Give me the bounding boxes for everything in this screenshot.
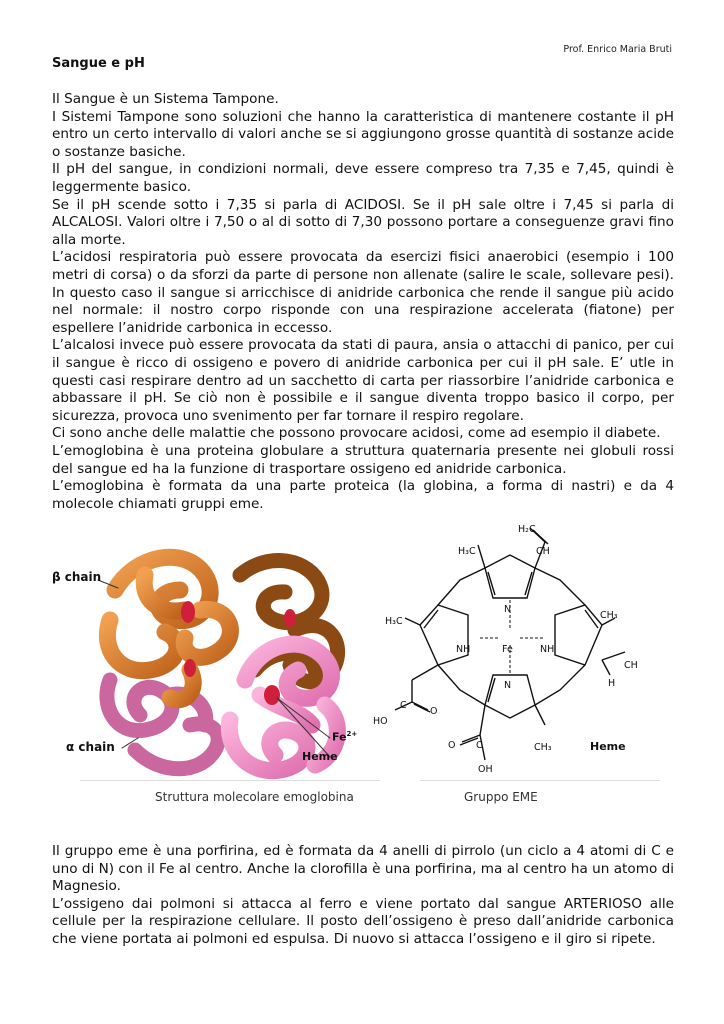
hemoglobin-structure bbox=[98, 557, 338, 770]
o-bottom-label: O bbox=[448, 740, 456, 751]
heme-group-caption: Gruppo EME bbox=[464, 790, 538, 804]
paragraph: L’emoglobina è formata da una parte proteica (la globina, a forma di nastri) e da 4 molecole chiamati gruppi eme. bbox=[52, 478, 674, 512]
beta-chain-label: β chain bbox=[52, 570, 102, 584]
hemoglobin-section bbox=[52, 443, 674, 513]
n-top-label: N bbox=[504, 604, 512, 615]
paragraph: L’acidosi respiratoria può essere provocata da esercizi fisici anaerobici (esempio i 100 metri di corsa) o da sforzi da parte di persone non allenate (salire le scale, sollevare pesi). In questo caso il sangue si arricchisce di anidride carbonica che rende il sangue più acido nel normale: il nostro corpo risponde con una respirazione accelerata (fiatone) per espellere l’anidride carbonica in eccesso. bbox=[52, 249, 674, 336]
paragraph: L’alcalosi invece può essere provocata da stati di paura, ansia o attacchi di panico, per cui il sangue è ricco di ossigeno e povero di anidride carbonica per cui il pH sale. E’ utle in questi casi respirare dentro ad un sacchetto di carta per riassorbire l’anidride carbonica e abbassare il pH. Se ciò non è possibile e il sangue diventa troppo basico il corpo, per sicurezza, provoca uno svenimento per far tornare il respiro regolare. bbox=[52, 337, 674, 424]
nh-right-label: NH bbox=[540, 644, 555, 655]
intro-section bbox=[52, 91, 674, 443]
fe-center-label: Fe bbox=[502, 644, 513, 655]
alpha-chain-back bbox=[107, 680, 218, 769]
n-bottom-label: N bbox=[504, 680, 512, 691]
ho-label: HO bbox=[373, 716, 388, 727]
h3c-upper-label: H₃C bbox=[458, 546, 476, 557]
c-left-label: C bbox=[400, 700, 407, 711]
page-title: Sangue e pH bbox=[52, 56, 145, 71]
c-bottom-label: C bbox=[476, 740, 483, 751]
ch3-right-label: CH₃ bbox=[600, 610, 618, 621]
ch-top-label: CH bbox=[536, 546, 550, 557]
caption-divider-right bbox=[420, 780, 660, 781]
heme-section bbox=[52, 843, 674, 949]
paragraph: Se il pH scende sotto i 7,35 si parla di ACIDOSI. Se il pH sale oltre i 7,45 si parla di ALCALOSI. Valori oltre i 7,50 o al di sotto di 7,30 possono portare a conseguenze gravi fino alla morte. bbox=[52, 196, 674, 248]
alpha-chain-label: α chain bbox=[66, 740, 115, 754]
oh-label: OH bbox=[478, 764, 493, 775]
h2c-label: H₂C bbox=[518, 524, 536, 535]
paragraph: Ci sono anche delle malattie che possono provocare acidosi, come ad esempio il diabete. bbox=[52, 425, 661, 442]
nh-left-label: NH bbox=[456, 644, 471, 655]
author-name: Prof. Enrico Maria Bruti bbox=[563, 44, 672, 55]
paragraph: Il pH del sangue, in condizioni normali, deve essere compreso tra 7,35 e 7,45, quindi è leggermente basico. bbox=[52, 161, 674, 195]
hemoglobin-figure bbox=[40, 520, 680, 820]
o-left-label: O bbox=[430, 706, 438, 717]
figure-drawing bbox=[40, 520, 680, 820]
paragraph: L’ossigeno dai polmoni si attacca al ferro e viene portato dal sangue ARTERIOSO alle cellule per la respirazione cellulare. Il posto dell’ossigeno è preso dall’anidride carbonica che viene portata ai polmoni ed espulsa. Di nuovo si attacca l’ossigeno e il giro si ripete. bbox=[52, 895, 674, 947]
paragraph: Il Sangue è un Sistema Tampone. bbox=[52, 91, 279, 107]
hemoglobin-caption: Struttura molecolare emoglobina bbox=[155, 790, 354, 804]
h3c-left-label: H₃C bbox=[385, 616, 403, 627]
heme-group-label: Heme bbox=[590, 740, 626, 753]
paragraph: I Sistemi Tampone sono soluzioni che hanno la caratteristica di mantenere costante il pH entro un certo intervallo di valori anche se si aggiungono grosse quantità di sostanze acide o sostanze basiche. bbox=[52, 108, 675, 160]
beta-chain-front bbox=[107, 557, 230, 700]
h-right-label: H bbox=[608, 678, 616, 689]
iron-label: $Fe^{2+}$ bbox=[332, 730, 358, 744]
heme-label: Heme bbox=[302, 750, 338, 763]
ch-right-label: CH bbox=[624, 660, 638, 671]
paragraph: Il gruppo eme è una porfirina, ed è formata da 4 anelli di pirrolo (un ciclo a 4 atomi di C e uno di N) con il Fe al centro. Anche la clorofilla è una porfirina, ma al centro ha un atomo di Magnesio. bbox=[52, 843, 674, 895]
ch3-bottom-label: CH₃ bbox=[534, 742, 552, 753]
paragraph: L’emoglobina è una proteina globulare a struttura quaternaria presente nei globuli rossi del sangue ed ha la funzione di trasportare ossigeno ed anidride carbonica. bbox=[52, 443, 674, 477]
caption-divider-left bbox=[80, 780, 380, 781]
